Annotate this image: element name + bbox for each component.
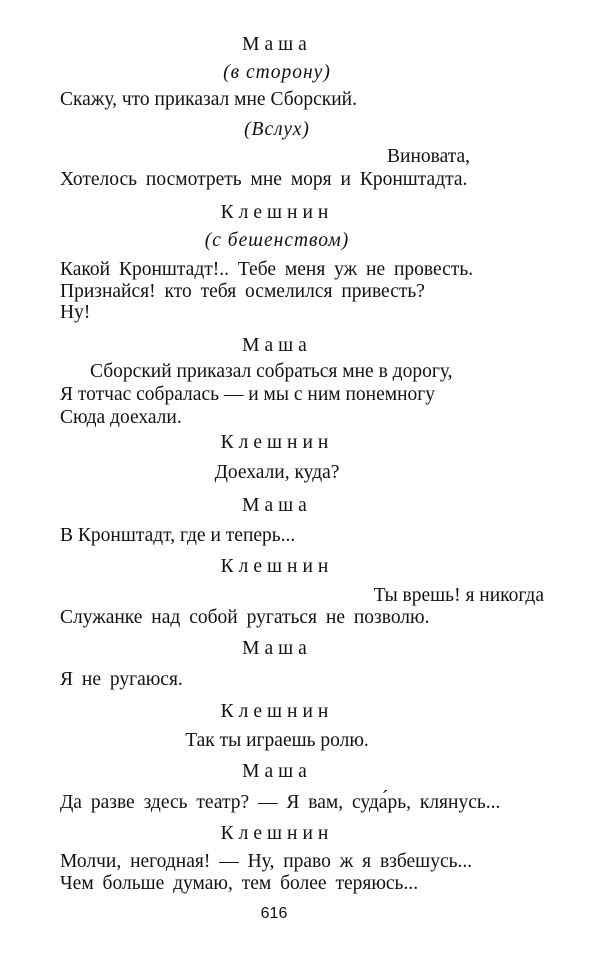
verse-line: Да разве здесь театр? — Я вам, суда́рь, клянусь... [60,792,501,813]
speaker-name: Клешнин [220,432,334,453]
stage-direction: (с бешенством) [204,230,350,251]
verse-line: Доехали, куда? [214,462,340,483]
page-number: 616 [260,905,288,922]
verse-line: Признайся! кто тебя осмелился привесть? [60,281,425,302]
verse-line: Сюда доехали. [60,407,182,428]
speaker-name: Клешнин [220,202,334,223]
speaker-name: Маша [242,495,312,516]
verse-line: Виновата, [387,146,471,167]
verse-line: Служанке над собой ругаться не позволю. [60,607,430,628]
speaker-name: Маша [242,34,312,55]
verse-line: Молчи, негодная! — Ну, право ж я взбешусь... [60,851,473,872]
stage-direction: (в сторону) [223,62,331,83]
speaker-name: Маша [242,638,312,659]
speaker-name: Клешнин [220,701,334,722]
verse-line: Я не ругаюся. [60,669,183,690]
speaker-name: Клешнин [220,823,334,844]
speaker-name: Клешнин [220,556,334,577]
verse-line: Скажу, что приказал мне Сборский. [60,89,357,110]
verse-line: Хотелось посмотреть мне моря и Кронштадта. [60,169,468,190]
speaker-name: Маша [242,335,312,356]
verse-line: Ты врешь! я никогда [373,585,544,606]
verse-line: Так ты играешь ролю. [185,730,369,751]
verse-line: Какой Кронштадт!.. Тебе меня уж не провесть. [60,259,474,280]
verse-line: Я тотчас собралась — и мы с ним понемногу [60,384,436,405]
verse-line: Ну! [60,302,91,323]
verse-line: Сборский приказал собраться мне в дорогу, [90,361,453,382]
verse-line: В Кронштадт, где и теперь... [60,525,296,546]
speaker-name: Маша [242,761,312,782]
stage-direction: (Вслух) [244,119,310,140]
verse-line: Чем больше думаю, тем более теряюсь... [60,873,419,894]
